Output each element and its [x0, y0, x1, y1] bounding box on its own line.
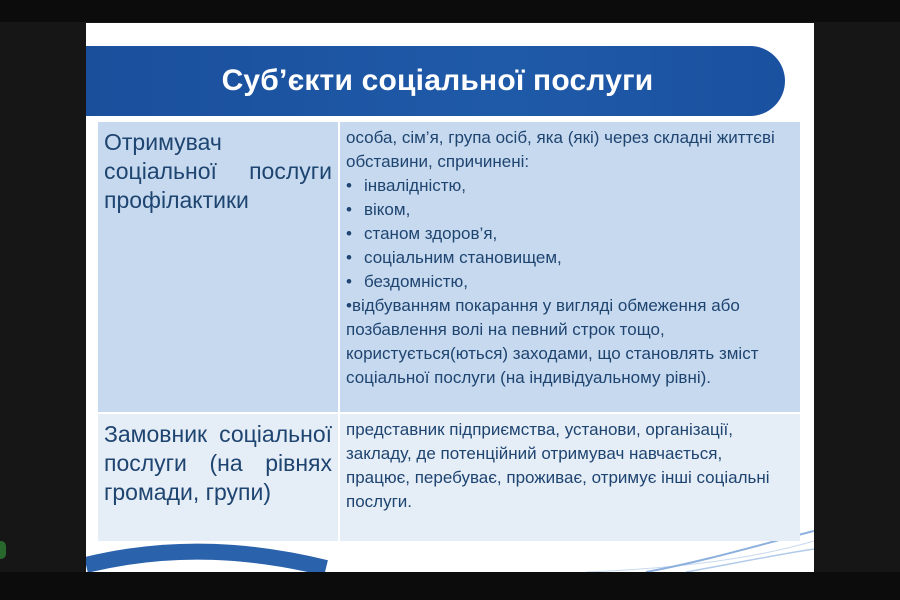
term-recipient: Отримувач соціальної послуги профілактики [104, 129, 332, 213]
viewer-top-bar [0, 0, 900, 22]
slide-title: Суб’єкти соціальної послуги [221, 64, 654, 97]
list-item: • інвалідністю, [346, 174, 786, 198]
customer-description: представник підприємства, установи, організації, закладу, де потенційний отримувач навчається, працює, перебуває, проживає, отримує інші соціальні послуги. [346, 420, 770, 511]
title-banner [86, 46, 785, 116]
subjects-table [98, 122, 800, 541]
circumstances-list [346, 174, 786, 294]
list-item: • бездомністю, [346, 270, 786, 294]
term-cell [98, 413, 339, 541]
bullet-glyph: • [346, 296, 352, 315]
list-item-last [346, 294, 786, 390]
table-row-recipient [98, 122, 800, 413]
presentation-slide [86, 23, 814, 572]
last-bullet-text: відбуванням покарання у вигляді обмеження або позбавлення волі на певний строк тощо, користується(ються) заходами, що становлять зміст соціальної послуги (на індивідуальному рівні). [346, 296, 759, 387]
list-item: • віком, [346, 198, 786, 222]
recipient-intro: особа, сім’я, група осіб, яка (які) через складні життєві обставини, спричинені: [346, 128, 775, 171]
list-item: • соціальним становищем, [346, 246, 786, 270]
recipient-description [346, 126, 786, 390]
viewer-bottom-bar [0, 572, 900, 600]
list-item: • станом здоров’я, [346, 222, 786, 246]
status-indicator-icon [0, 541, 6, 559]
term-cell [98, 122, 339, 413]
description-cell [339, 122, 800, 413]
term-customer: Замовник соціальної послуги (на рівнях громади, групи) [104, 421, 332, 505]
table-row-customer [98, 413, 800, 541]
description-cell [339, 413, 800, 541]
